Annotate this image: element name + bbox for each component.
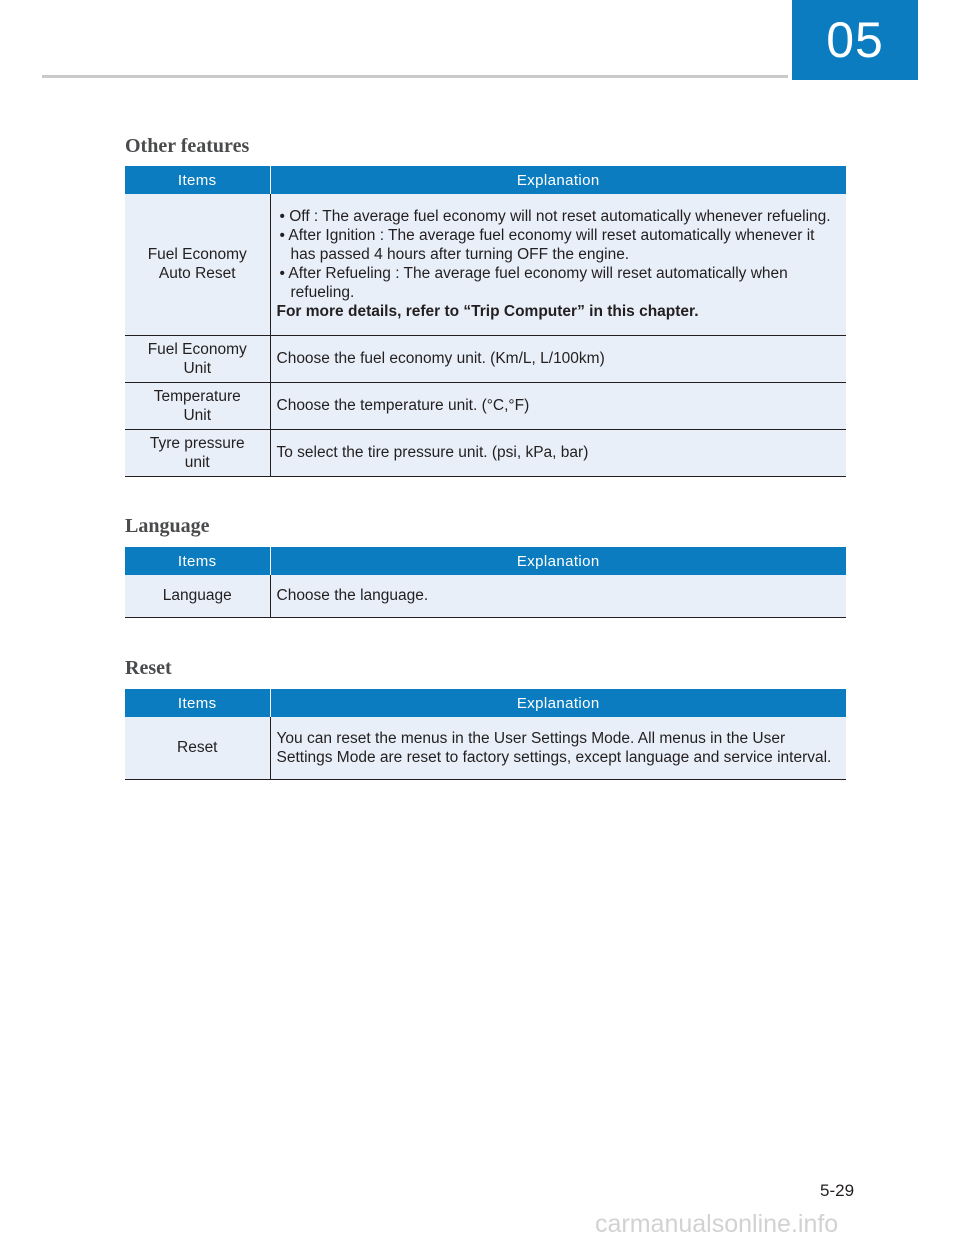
item-label-line: Auto Reset bbox=[158, 265, 236, 283]
explanation-cell: Choose the language. bbox=[270, 575, 846, 617]
reference-note: For more details, refer to “Trip Computer” in this chapter. bbox=[276, 303, 699, 321]
bullet-item: • Off : The average fuel economy will not reset automatically whenever refueling. bbox=[279, 208, 831, 226]
chapter-tab: 05 bbox=[792, 0, 918, 80]
item-cell bbox=[125, 335, 270, 382]
explanation-cell: To select the tire pressure unit. (psi, kPa, bar) bbox=[270, 429, 846, 476]
item-label-line: Fuel Economy bbox=[147, 246, 247, 264]
page-number: 5-29 bbox=[820, 1181, 855, 1200]
item-label-line: Language bbox=[162, 587, 232, 605]
table-header-row bbox=[125, 166, 846, 194]
table-row bbox=[125, 335, 846, 382]
column-header-items: Items bbox=[125, 166, 270, 194]
bullet-item: • After Ignition : The average fuel economy will reset automatically whenever it has passed 4 hours after turning OFF the engine. bbox=[279, 227, 815, 264]
item-label-line: Unit bbox=[183, 359, 212, 377]
section-heading-other-features: Other features bbox=[125, 135, 250, 157]
header-rule bbox=[42, 75, 788, 78]
section-heading-reset: Reset bbox=[125, 657, 172, 679]
column-header-items: Items bbox=[125, 547, 270, 575]
item-label-line: unit bbox=[184, 453, 210, 471]
explanation-cell: Choose the temperature unit. (°C,°F) bbox=[270, 382, 846, 429]
item-label-line: Unit bbox=[183, 406, 212, 424]
language-table bbox=[125, 547, 846, 618]
column-header-explanation: Explanation bbox=[270, 689, 846, 717]
item-cell bbox=[125, 575, 270, 617]
explanation-cell: You can reset the menus in the User Settings Mode. All menus in the User Settings Mode are reset to factory settings, except language and service interval. bbox=[270, 717, 846, 779]
table-header-row bbox=[125, 689, 846, 717]
column-header-explanation: Explanation bbox=[270, 166, 846, 194]
table-header-row bbox=[125, 547, 846, 575]
column-header-items: Items bbox=[125, 689, 270, 717]
item-label-line: Tyre pressure bbox=[149, 434, 245, 452]
explanation-cell: Choose the fuel economy unit. (Km/L, L/100km) bbox=[270, 335, 846, 382]
table-row bbox=[125, 575, 846, 617]
explanation-cell bbox=[270, 194, 846, 335]
table-row bbox=[125, 717, 846, 779]
item-cell bbox=[125, 717, 270, 779]
table-row bbox=[125, 194, 846, 335]
reset-table bbox=[125, 689, 846, 780]
table-row bbox=[125, 429, 846, 476]
item-label-line: Fuel Economy bbox=[147, 340, 247, 358]
watermark-text: carmanualsonline.info bbox=[595, 1210, 839, 1238]
item-label-line: Reset bbox=[177, 739, 218, 757]
item-label-line: Temperature bbox=[153, 387, 241, 405]
item-cell bbox=[125, 429, 270, 476]
item-cell bbox=[125, 194, 270, 335]
item-cell bbox=[125, 382, 270, 429]
other-features-table bbox=[125, 166, 846, 477]
column-header-explanation: Explanation bbox=[270, 547, 846, 575]
bullet-item: • After Refueling : The average fuel economy will reset automatically when refueling. bbox=[279, 265, 788, 302]
section-heading-language: Language bbox=[125, 515, 210, 537]
table-row bbox=[125, 382, 846, 429]
